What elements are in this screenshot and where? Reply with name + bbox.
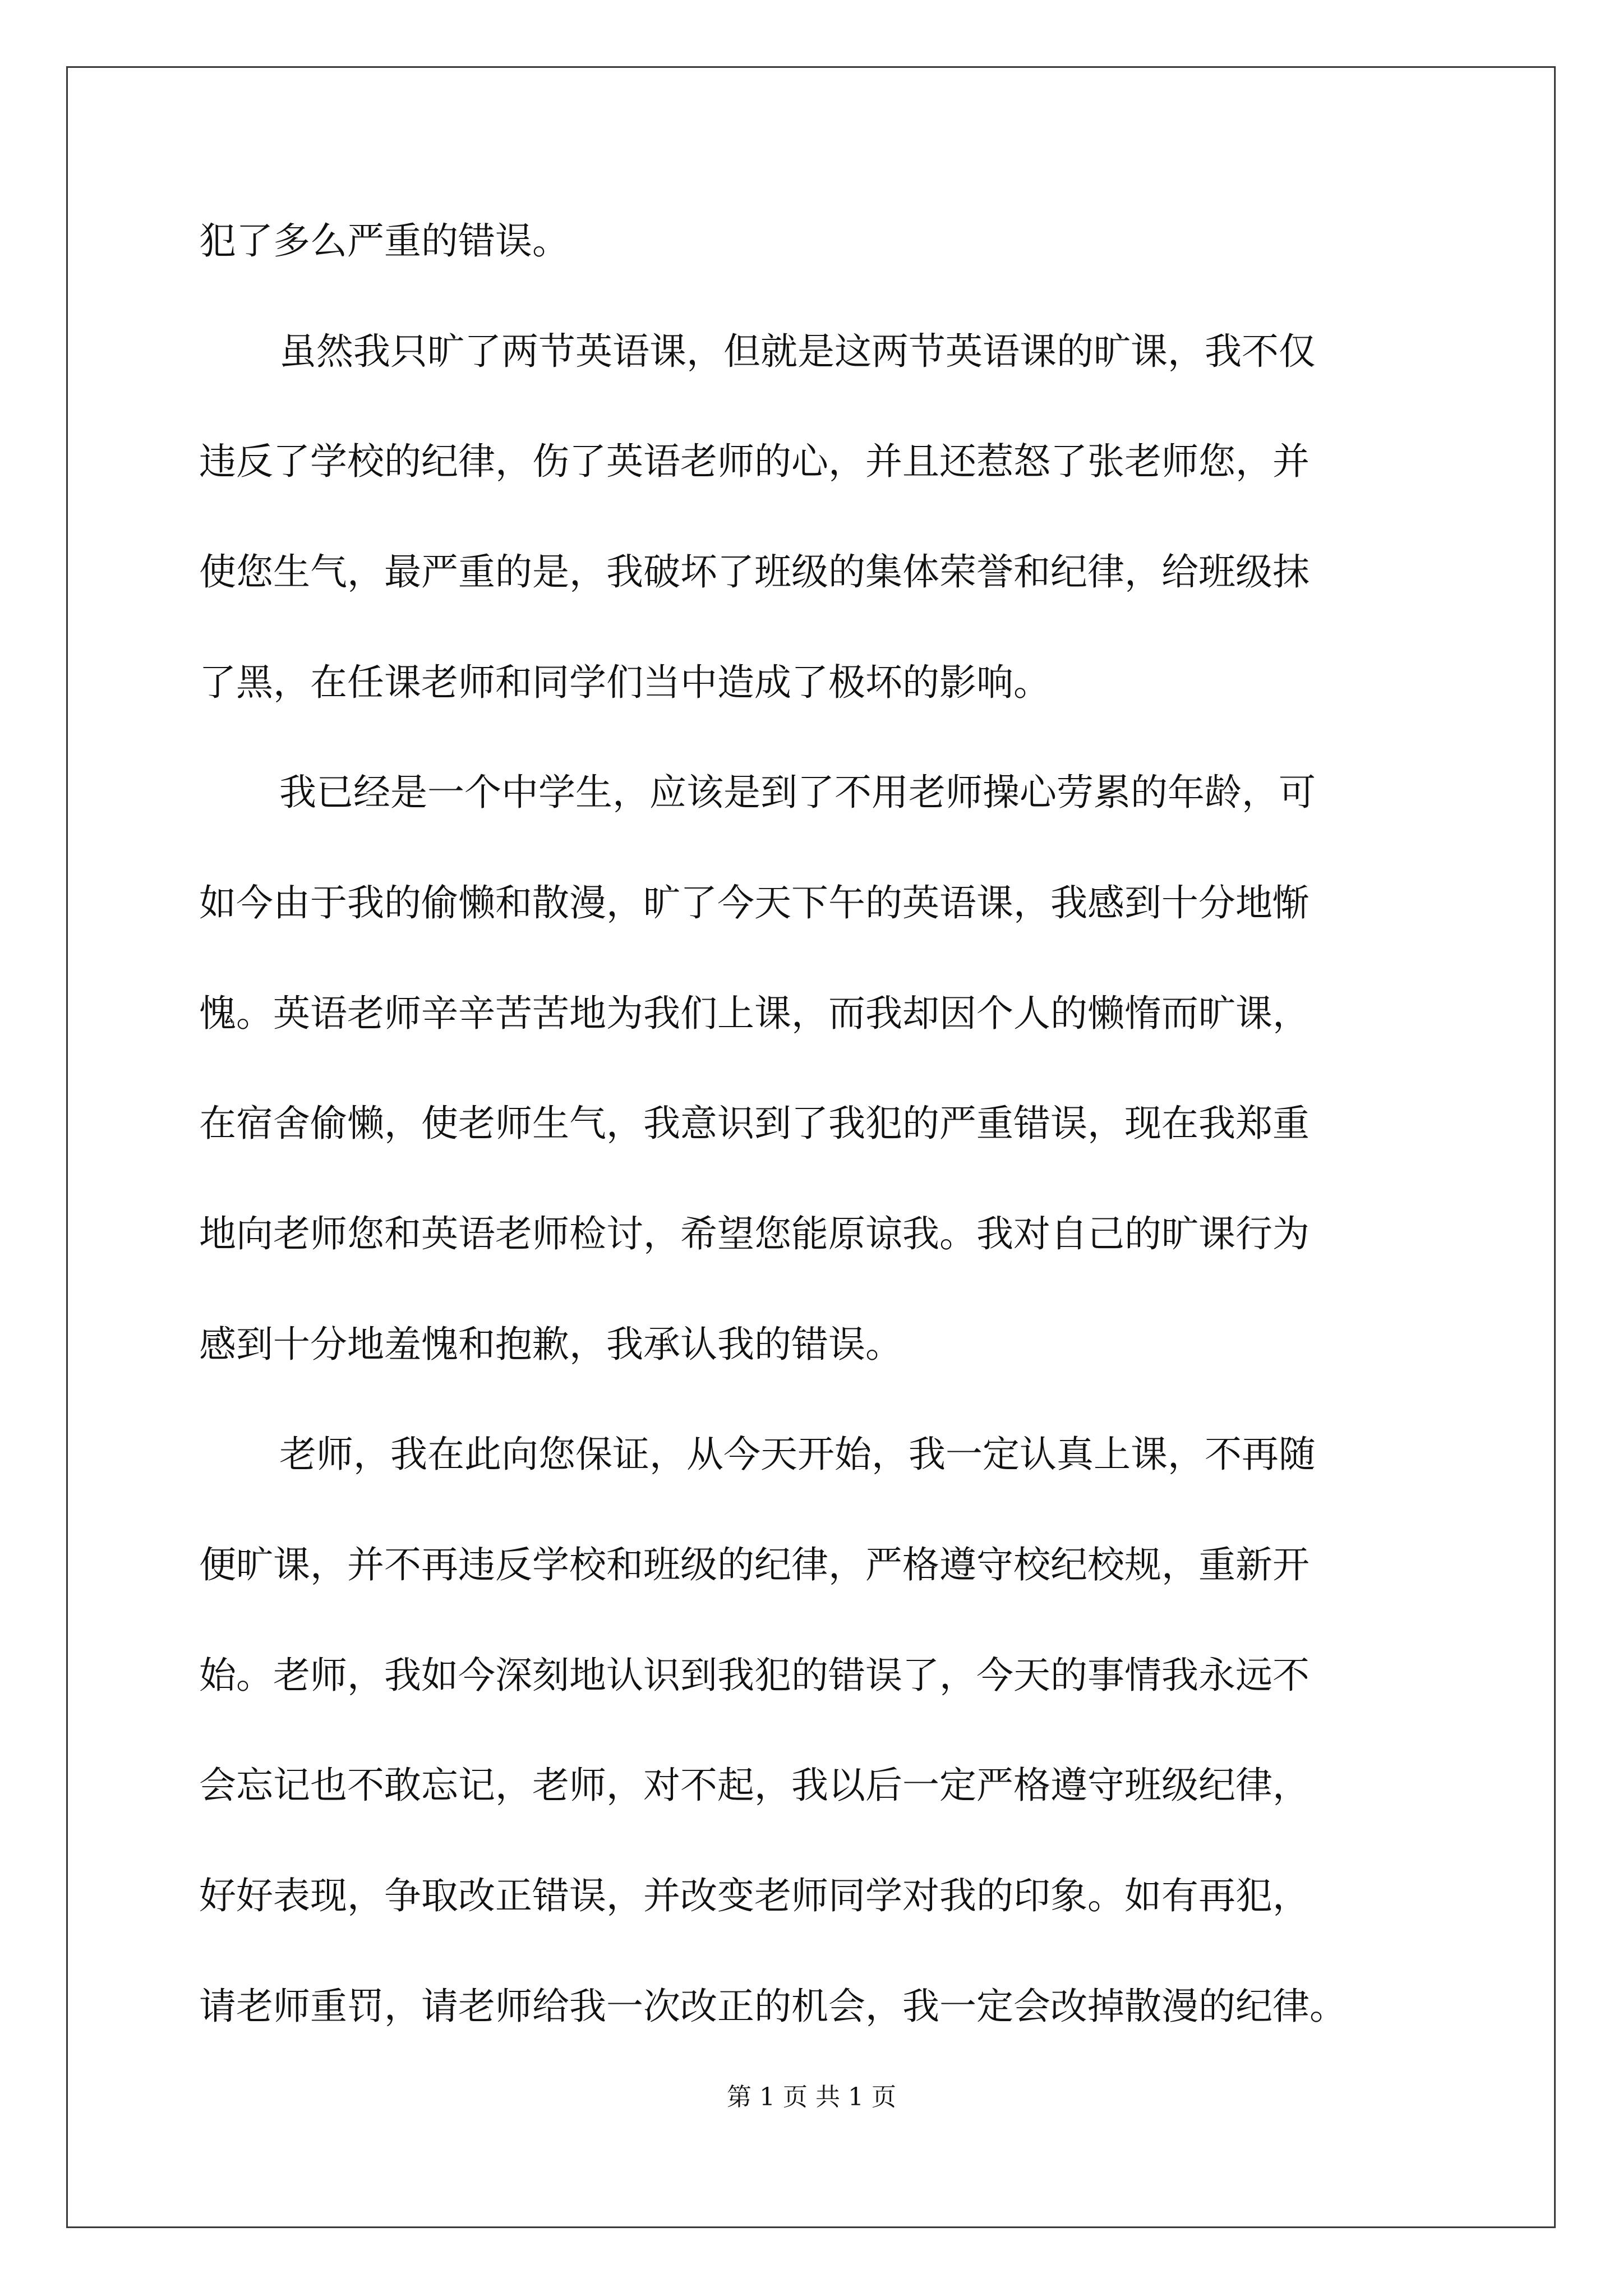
text-line: 便旷课，并不再违反学校和班级的纪律，严格遵守校纪校规，重新开 xyxy=(199,1543,1310,1586)
text-line: 老师，我在此向您保证，从今天开始，我一定认真上课，不再随 xyxy=(279,1433,1316,1476)
text-line: 愧。英语老师辛辛苦苦地为我们上课，而我却因个人的懒惰而旷课， xyxy=(199,992,1310,1035)
text-line: 始。老师，我如今深刻地认识到我犯的错误了，今天的事情我永远不 xyxy=(199,1654,1310,1697)
text-line: 会忘记也不敢忘记，老师，对不起，我以后一定严格遵守班级纪律， xyxy=(199,1764,1310,1807)
text-line: 好好表现，争取改正错误，并改变老师同学对我的印象。如有再犯， xyxy=(199,1874,1310,1917)
text-line: 感到十分地羞愧和抱歉，我承认我的错误。 xyxy=(199,1323,902,1366)
text-line: 犯了多么严重的错误。 xyxy=(199,219,569,263)
text-line: 违反了学校的纪律，伤了英语老师的心，并且还惹怒了张老师您，并 xyxy=(199,440,1310,483)
text-line: 使您生气，最严重的是，我破坏了班级的集体荣誉和纪律，给班级抹 xyxy=(199,550,1310,593)
text-line: 请老师重罚，请老师给我一次改正的机会，我一定会改掉散漫的纪律。 xyxy=(199,1985,1347,2028)
text-line: 如今由于我的偷懒和散漫，旷了今天下午的英语课，我感到十分地惭 xyxy=(199,881,1310,924)
text-line: 地向老师您和英语老师检讨，希望您能原谅我。我对自己的旷课行为 xyxy=(199,1212,1310,1255)
text-line: 我已经是一个中学生，应该是到了不用老师操心劳累的年龄，可 xyxy=(279,771,1316,814)
text-line: 在宿舍偷懒，使老师生气，我意识到了我犯的严重错误，现在我郑重 xyxy=(199,1102,1310,1145)
text-line: 虽然我只旷了两节英语课，但就是这两节英语课的旷课，我不仅 xyxy=(279,330,1316,373)
text-line: 了黑，在任课老师和同学们当中造成了极坏的影响。 xyxy=(199,661,1050,704)
page-number-footer: 第 1 页 共 1 页 xyxy=(727,2083,896,2111)
